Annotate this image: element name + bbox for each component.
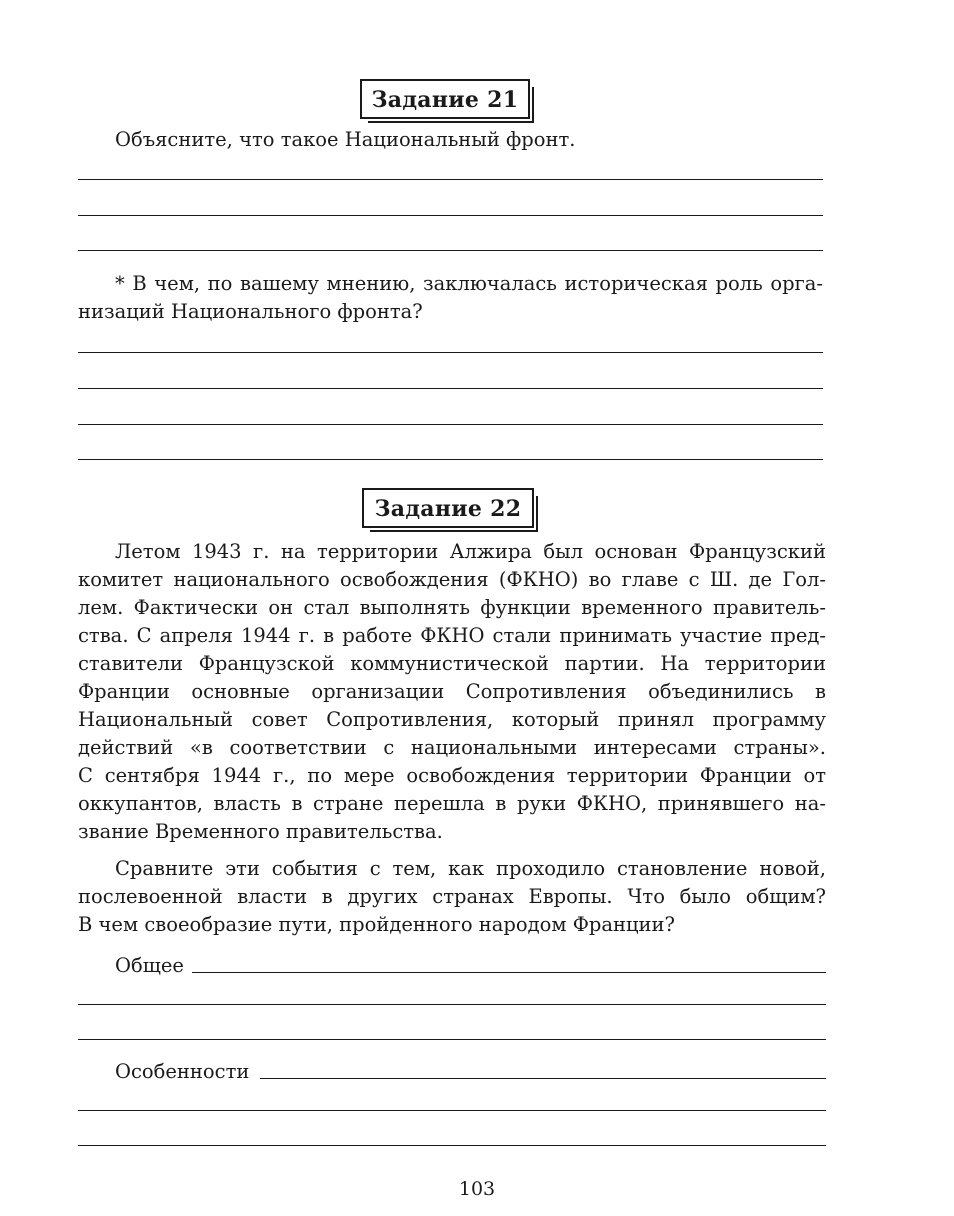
answer-line[interactable]: [78, 179, 823, 180]
answer-line[interactable]: [78, 459, 823, 460]
answer-line[interactable]: [78, 1145, 826, 1146]
paragraph-line: Летом 1943 г. на территории Алжира был основан Французский: [115, 540, 826, 563]
paragraph-line: С сентября 1944 г., по мере освобождения территории Франции от: [78, 764, 826, 787]
features-answer-line[interactable]: [260, 1078, 826, 1079]
paragraph-line: Национальный совет Сопротивления, который принял программу: [78, 708, 826, 731]
paragraph-line: Франции основные организации Сопротивления объединились в: [78, 680, 826, 703]
answer-line[interactable]: [78, 352, 823, 353]
paragraph-line: действий «в соответствии с национальными интересами страны».: [78, 736, 826, 759]
task-22-title: Задание 22: [362, 488, 534, 528]
answer-line[interactable]: [78, 1039, 826, 1040]
answer-line[interactable]: [78, 250, 823, 251]
task-22-question-line: В чем своеобразие пути, пройденного народом Франции?: [78, 913, 676, 936]
task-21-star-question-line: * В чем, по вашему мнению, заключалась историческая роль орга-: [115, 272, 823, 295]
answer-line[interactable]: [78, 388, 823, 389]
answer-line[interactable]: [78, 424, 823, 425]
task-21-title: Задание 21: [360, 79, 530, 119]
common-answer-line[interactable]: [192, 972, 826, 973]
paragraph-line: лем. Фактически он стал выполнять функции временного правитель-: [78, 596, 826, 619]
paragraph-line: звание Временного правительства.: [78, 820, 443, 843]
page-number: 103: [458, 1178, 496, 1200]
task-22-question-line: Сравните эти события с тем, как проходило становление новой,: [115, 857, 826, 880]
paragraph-line: оккупантов, власть в стране перешла в руки ФКНО, принявшего на-: [78, 792, 826, 815]
common-label: Общее: [115, 954, 184, 977]
paragraph-line: ства. С апреля 1944 г. в работе ФКНО стали принимать участие пред-: [78, 624, 826, 647]
answer-line[interactable]: [78, 1110, 826, 1111]
answer-line[interactable]: [78, 1004, 826, 1005]
features-label: Особенности: [115, 1060, 250, 1083]
task-21-star-question-line: низаций Национального фронта?: [78, 300, 423, 323]
paragraph-line: ставители Французской коммунистической партии. На территории: [78, 652, 826, 675]
answer-line[interactable]: [78, 215, 823, 216]
task-21-question: Объясните, что такое Национальный фронт.: [115, 128, 576, 151]
task-22-question-line: послевоенной власти в других странах Европы. Что было общим?: [78, 885, 826, 908]
paragraph-line: комитет национального освобождения (ФКНО) во главе с Ш. де Гол-: [78, 568, 826, 591]
